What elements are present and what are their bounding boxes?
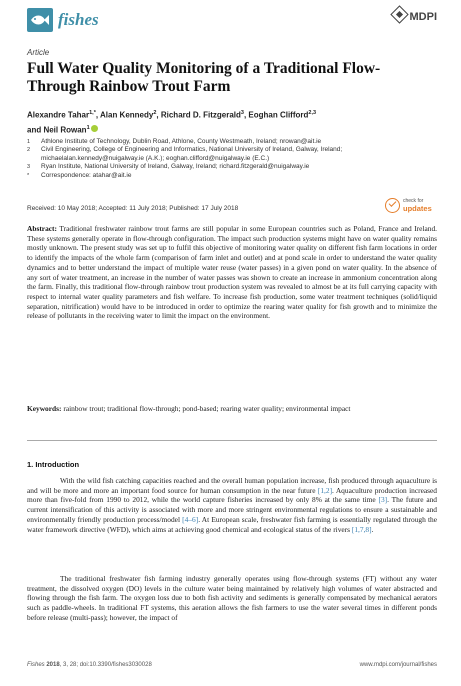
keywords-text: rainbow trout; traditional flow-through; pond-based; rearing water quality; environmental impact [63,404,351,413]
affiliation-item [27,163,437,171]
citation-link[interactable]: [1,7,8] [351,524,372,534]
mdpi-icon [390,5,408,23]
author-name[interactable]: Neil Rowan [43,125,87,135]
footer-journal: Fishes [27,662,45,668]
author-affil-marker: 2,3 [308,110,317,116]
author-affil-marker: 3 [240,110,244,116]
fish-logo-icon [27,8,53,32]
paragraph-text: . At European scale, freshwater fish farming is essentially regulated through the water framework directive (WFD), which aims at achieving good chemical and ecological status of the rivers [27,514,437,534]
article-type: Article [27,48,50,57]
publisher-name: MDPI [409,11,437,23]
author-list: Alexandre Tahar$^{1,*}$, Alan Kennedy$^2$, Richard D. Fitzgerald$^3$, Eoghan Clifford$^{2,3}$ and Neil Rowan$^1$ [27,110,317,135]
correspondence [27,172,437,180]
check-updates-line1: check for [403,198,424,204]
affiliation-number: 2 [27,147,31,154]
affiliation-item [27,138,437,146]
citation-line [27,662,152,668]
keywords [27,404,437,414]
check-updates-icon [385,198,400,213]
author-affil-marker: 1 [86,124,90,131]
intro-paragraph-2: The traditional freshwater fish farming industry generally operates using flow-through systems (FT) without any water treatment, the dissolved oxygen (DO) levels in the culture water being maintained by relatively high volumes of water abstracted and flowing through the fish farm. The oxygen loss due to both fish activity and sediments is generally compensated by mechanical aerators such as paddle-wheels. In traditional FT systems, this aeration allows the fish farmers to use the water several times in different ponds before release (multi-pass); however, the impact of [27,574,437,622]
footer-citation-rest: , 3, 28; doi:10.3390/fishes3030028 [59,662,152,668]
citation-link[interactable]: [4–6] [182,514,199,524]
author-name[interactable]: Richard D. Fitzgerald [160,110,241,120]
paragraph-text: With the wild fish catching capacities reached and the overall human population increase, fish produced through aquaculture is and will be more and more an important food source for human consumption in the near future [27,476,437,495]
orcid-icon[interactable] [91,125,98,132]
affiliation-text: Athlone Institute of Technology, Dublin Road, Athlone, County Westmeath, Ireland; nrowan@ait.ie [41,138,322,145]
author-name[interactable]: Eoghan Clifford [248,110,309,120]
paragraph-text: . The future and current intensification of this activity is associated with more and more stringent environmental regulations to ensure a sustainable and environmentally friendly production process/model [27,495,437,524]
check-updates-line2: updates [403,204,432,213]
abstract [27,224,437,321]
affiliation-list [27,138,437,180]
paragraph-text: . [371,524,374,534]
publisher-logo [393,8,438,23]
affiliation-number: 1 [27,139,31,145]
publication-dates: Received: 10 May 2018; Accepted: 11 July 2018; Published: 17 July 2018 [27,205,239,212]
footer-year: 2018 [46,662,60,668]
paragraph-text: . Aquaculture production increased more than five-fold from 1990 to 2012, while the world capture fisheries increased by only 8% at the same time [27,485,438,505]
citation-link[interactable]: [1,2] [317,485,333,495]
journal-name: fishes [58,10,99,29]
journal-header [27,8,437,36]
affiliation-number: 3 [27,164,31,171]
affiliation-item [27,146,437,163]
keywords-label: Keywords: [27,404,62,413]
affiliation-text: Civil Engineering, College of Engineering and Informatics, National University of Ireland, Galway, Ireland; michaelalan.kennedy@nuigalway.ie (A.K.); eoghan.clifford@nuigalway.ie (E.C.) [41,146,343,162]
author-affil-marker: 1,* [89,110,96,116]
author-affil-marker: 2 [153,110,157,116]
check-for-updates-badge[interactable] [385,196,445,216]
author-name[interactable]: Alan Kennedy [100,110,154,120]
abstract-label: Abstract: [27,224,57,233]
journal-url-link[interactable]: www.mdpi.com/journal/fishes [359,662,437,668]
affiliation-text: Ryan Institute, National University of Ireland, Galway, Ireland; richard.fitzgerald@nuigalway.ie [41,163,310,171]
abstract-text: Traditional freshwater rainbow trout farms are still popular in some European countries such as Poland, France and Ireland. These systems generally operate in flow-through configuration. The impact such production systems might have on water quality remains mostly unknown. The present study was set up to fulfil this objective of monitoring water quality on different fish farm locations in order to identify the impacts of the whole farm (comparison of farm inlet and outlet) and at pond scale in order to understand the water quality dynamics and to better understand the impact of multiple water reuse (water passes) in a given pond on water quality. In the absence of any sort of water treatment, an increase in the number of water passes was shown to create an increase in ammonium concentration along the farm. Finally, this traditional flow-through rainbow trout production system was revealed to almost be at its full carrying capacity with respect to internal water quality parameters and fish welfare. To increase fish production, some water treatment techniques (solid/liquid separation, nitrification) would have to be introduced in order to optimize the rearing water quality for fish growth and to minimize the release of pollutants in the receiving water to limit the impact on the environment. [27,224,437,321]
citation-link[interactable]: [3] [378,495,388,505]
section-heading: 1. Introduction [27,460,80,469]
affiliation-number: * [27,172,30,179]
article-title: Full Water Quality Monitoring of a Traditional Flow-Through Rainbow Trout Farm [27,60,381,95]
author-name[interactable]: Alexandre Tahar [27,110,90,120]
affiliation-text: Correspondence: atahar@ait.ie [41,171,132,179]
intro-paragraph-1 [27,476,437,534]
section-divider [27,440,437,441]
